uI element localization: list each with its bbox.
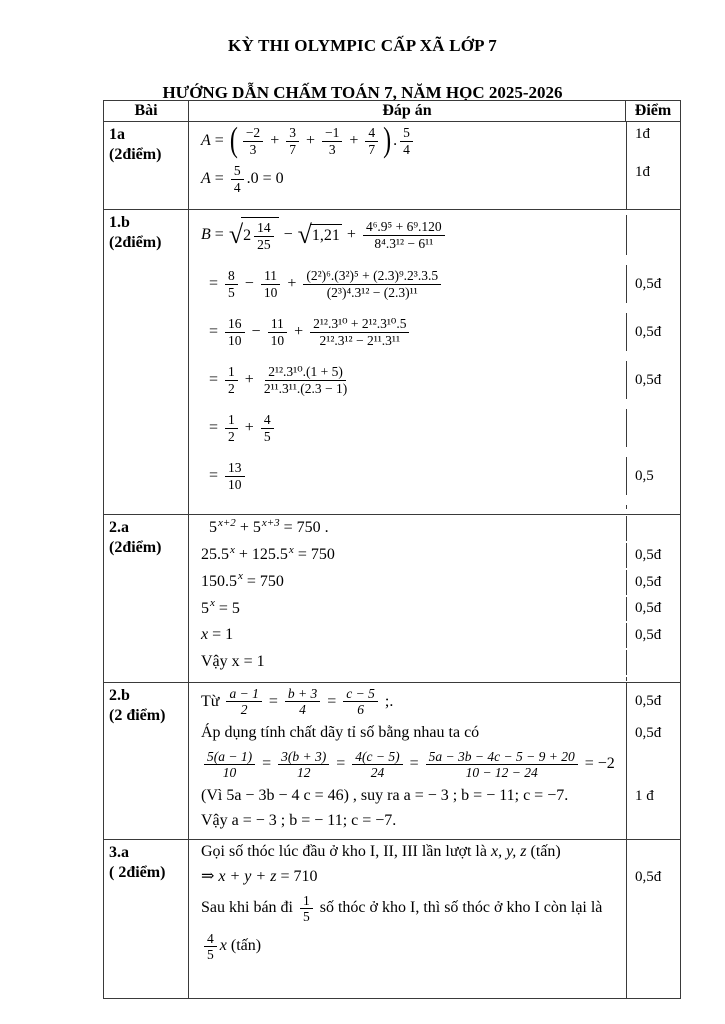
- fraction-numerator: 4(c − 5): [352, 749, 402, 766]
- power-exponent: x+3: [261, 516, 280, 529]
- score-cell: [626, 677, 680, 681]
- formula-text: ⇒: [201, 867, 219, 885]
- fraction: [300, 893, 313, 925]
- score-cell: [626, 198, 680, 209]
- fraction: [261, 412, 274, 444]
- filler-line: [189, 833, 680, 839]
- problem-id: 1a: [109, 126, 125, 143]
- fraction-numerator: 8: [225, 268, 238, 285]
- answer-table: [103, 100, 681, 999]
- score-cell: 0,5đ: [626, 361, 680, 399]
- problem-id: 2.b: [109, 686, 130, 704]
- formula-text: −: [279, 225, 297, 243]
- answer-content: [189, 313, 626, 351]
- answer-line: [189, 122, 680, 160]
- answer-content: [189, 597, 626, 622]
- formula-text: =: [201, 466, 223, 484]
- power-base: 125.5: [251, 545, 288, 563]
- score-cell: 0,5đ: [626, 683, 680, 721]
- answer-lines: [189, 515, 680, 682]
- formula-text: =: [264, 692, 282, 710]
- fraction-numerator: 5(a − 1): [204, 749, 255, 766]
- answer-content: [189, 122, 626, 160]
- score-cell: [626, 409, 680, 447]
- fraction: [286, 125, 299, 157]
- answer-line: [189, 649, 680, 676]
- score-cell: 0,5: [626, 457, 680, 495]
- formula-variable: x: [219, 937, 227, 955]
- fraction: [225, 460, 245, 492]
- power-base: 150.5: [201, 572, 237, 590]
- problem-points: (2điểm): [109, 234, 162, 251]
- fraction-denominator: 4: [403, 141, 410, 157]
- formula-text: = 750: [242, 572, 284, 590]
- fraction-numerator: 1: [225, 412, 238, 429]
- answer-content: [189, 784, 626, 809]
- score-cell: [626, 746, 680, 784]
- fraction-numerator: 16: [225, 316, 245, 333]
- table-row: [104, 683, 680, 840]
- fraction-numerator: b + 3: [285, 686, 320, 703]
- formula-text: +: [342, 225, 360, 243]
- formula-text: Vậy x = 1: [201, 653, 265, 671]
- power-expression: [252, 545, 294, 566]
- fraction-denominator: 2: [228, 428, 235, 444]
- fraction: [226, 686, 261, 718]
- fraction: [268, 316, 288, 348]
- formula-text: .: [393, 131, 398, 149]
- problem-id-cell: [104, 840, 189, 998]
- fraction: [225, 412, 238, 444]
- formula-text: Sau khi bán đi: [201, 899, 297, 917]
- formula-text: (tấn): [526, 842, 561, 860]
- fraction: [243, 125, 263, 157]
- answer-line: [189, 784, 680, 809]
- problem-points: (2 điểm): [109, 706, 166, 724]
- formula-text: =: [258, 755, 276, 773]
- fraction: [426, 749, 578, 781]
- formula-text: = 750 .: [279, 519, 329, 537]
- fraction: [365, 125, 378, 157]
- formula-text: = 1: [208, 626, 234, 644]
- answer-line: [189, 622, 680, 649]
- formula-variable: x + y + z: [218, 867, 277, 885]
- score-cell: 0,5đ: [626, 543, 680, 568]
- formula-text: +: [290, 322, 308, 340]
- table-row: [104, 122, 680, 210]
- score-cell: 0,5đ: [626, 265, 680, 303]
- formula-text: Gọi số thóc lúc đầu ở kho I, II, III lần lượt là: [201, 842, 491, 860]
- fraction-denominator: 4: [299, 702, 306, 718]
- answer-line: [189, 683, 680, 721]
- problem-id-cell: [104, 122, 189, 209]
- score-cell: 0,5đ: [626, 623, 680, 648]
- score-cell: 0,5đ: [626, 721, 680, 746]
- fraction-numerator: (2²)⁶.(3²)⁵ + (2.3)⁹.2³.3.5: [303, 268, 441, 285]
- fraction-denominator: 25: [257, 236, 271, 252]
- formula-text: ;.: [380, 692, 394, 710]
- header-cell-dapan: Đáp án: [189, 101, 626, 121]
- fraction-denominator: 5: [228, 284, 235, 300]
- formula-text: .0 = 0: [246, 169, 284, 187]
- fraction: [254, 220, 274, 252]
- answer-line: [189, 542, 680, 569]
- power-expression: [201, 599, 215, 620]
- formula-text: +: [234, 545, 252, 563]
- fraction-numerator: a − 1: [226, 686, 261, 703]
- formula-text: −: [240, 274, 258, 292]
- formula-text: Áp dụng tính chất dãy tỉ số bằng nhau ta có: [201, 724, 480, 741]
- formula-variable: A: [201, 131, 211, 149]
- formula-text: =: [201, 274, 223, 292]
- fraction-numerator: 5: [400, 125, 413, 142]
- answer-lines: [189, 122, 680, 209]
- fraction: [400, 125, 413, 157]
- answer-line: [189, 809, 680, 834]
- answer-content: [189, 570, 626, 595]
- filler-line: [189, 500, 680, 514]
- fraction-numerator: 4: [204, 931, 217, 948]
- fraction: [310, 316, 409, 348]
- fraction-numerator: 4⁶.9⁵ + 6⁹.120: [363, 219, 445, 236]
- fraction: [204, 749, 255, 781]
- power-expression: [201, 545, 235, 566]
- power-base: 5: [252, 519, 261, 537]
- fraction-numerator: 13: [225, 460, 245, 477]
- score-cell: [626, 809, 680, 834]
- answer-line: [189, 840, 680, 865]
- answer-line: [189, 515, 680, 542]
- fraction-denominator: 10: [222, 765, 237, 781]
- fraction: [225, 316, 245, 348]
- fraction-numerator: 5: [231, 163, 244, 180]
- answer-content: [189, 833, 626, 839]
- power-base: 5: [201, 599, 209, 617]
- answer-content: [189, 457, 626, 495]
- problem-id: 3.a: [109, 843, 129, 861]
- formula-text: = 750: [293, 545, 335, 563]
- fraction-numerator: 4: [261, 412, 274, 429]
- power-exponent: x: [238, 570, 243, 583]
- formula-variable: B: [201, 225, 211, 243]
- answer-content: [189, 516, 626, 541]
- fraction-denominator: 7: [289, 141, 296, 157]
- formula-text: = 5: [214, 599, 240, 617]
- score-cell: [626, 840, 680, 865]
- answer-lines: [189, 210, 680, 514]
- answer-content: [189, 361, 626, 399]
- fraction-denominator: 7: [368, 141, 376, 157]
- big-paren: ): [383, 122, 392, 160]
- answer-content: [189, 265, 626, 303]
- formula-text: = −2: [580, 755, 615, 773]
- power-exponent: x: [210, 597, 215, 610]
- fraction-numerator: −2: [243, 125, 263, 142]
- power-exponent: x: [288, 543, 294, 556]
- answer-content: [189, 890, 626, 928]
- fraction: [225, 364, 238, 396]
- fraction-denominator: 24: [370, 765, 385, 781]
- radical-sign: √: [297, 220, 312, 250]
- formula-text: Vậy a = − 3 ; b = − 11; c = −7.: [201, 811, 397, 829]
- answer-lines: [189, 683, 680, 839]
- answer-line: [189, 890, 680, 928]
- score-cell: 0,5đ: [626, 865, 680, 890]
- score-cell: 0,5đ: [626, 313, 680, 351]
- answer-content: [189, 160, 626, 198]
- fraction-denominator: 8⁴.3¹² − 6¹¹: [374, 235, 434, 251]
- formula-text: Từ: [201, 692, 224, 710]
- fraction: [261, 268, 281, 300]
- formula-text: +: [345, 131, 363, 149]
- formula-text: =: [323, 692, 341, 710]
- table-row: [104, 210, 680, 515]
- power-exponent: x: [230, 543, 235, 556]
- formula-text: +: [240, 418, 258, 436]
- answer-line: [189, 596, 680, 623]
- header-cell-bai: Bài: [104, 101, 189, 121]
- fraction-denominator: 10: [228, 332, 242, 348]
- formula-text: =: [201, 322, 223, 340]
- formula-text: [201, 518, 209, 539]
- fraction-denominator: 3: [328, 141, 336, 157]
- answer-line: [189, 404, 680, 452]
- fraction-denominator: 5: [303, 909, 310, 925]
- document-subtitle: HƯỚNG DẪN CHẤM TOÁN 7, NĂM HỌC 2025-2026: [162, 83, 563, 102]
- formula-text: 1,21: [311, 226, 340, 244]
- score-cell: 1đ: [626, 122, 680, 160]
- fraction-denominator: 2: [228, 380, 235, 396]
- filler-line: [189, 676, 680, 682]
- answer-line: [189, 260, 680, 308]
- document-title: KỲ THI OLYMPIC CẤP XÃ LỚP 7: [228, 36, 497, 55]
- formula-variable: x: [201, 626, 209, 644]
- formula-text: số thóc ở kho I, thì số thóc ở kho I còn lại là: [315, 899, 603, 917]
- formula-variable: A: [201, 169, 211, 187]
- formula-text: (tấn): [226, 937, 262, 955]
- formula-text: +: [301, 131, 319, 149]
- fraction-denominator: (2³)⁴.3¹² − (2.3)¹¹: [326, 284, 418, 300]
- problem-id: 1.b: [109, 214, 130, 231]
- fraction-numerator: 3(b + 3): [278, 749, 329, 766]
- formula-text: −: [247, 322, 265, 340]
- answer-content: [189, 215, 626, 255]
- formula-text: =: [210, 131, 228, 149]
- score-cell: [626, 928, 680, 966]
- fraction-denominator: 10: [228, 476, 242, 492]
- answer-line: [189, 865, 680, 890]
- big-paren: (: [229, 122, 238, 160]
- fraction-denominator: 5: [207, 947, 214, 963]
- fraction: [363, 219, 445, 251]
- formula-text: =: [210, 225, 228, 243]
- formula-text: =: [332, 755, 350, 773]
- fraction-numerator: 14: [254, 220, 274, 237]
- answer-content: [189, 543, 626, 568]
- fraction-numerator: 1: [225, 364, 238, 381]
- sqrt-radical: [229, 217, 279, 253]
- formula-text: +: [283, 274, 301, 292]
- answer-content: [189, 840, 626, 865]
- fraction-denominator: 2¹².3¹² − 2¹¹.3¹¹: [319, 332, 401, 348]
- problem-points: ( 2điểm): [109, 863, 166, 881]
- formula-text: 2: [243, 226, 252, 244]
- fraction-denominator: 10 − 12 − 24: [465, 765, 538, 781]
- score-cell: 1 đ: [626, 784, 680, 809]
- score-cell: [626, 650, 680, 675]
- score-cell: [626, 505, 680, 509]
- formula-text: =: [405, 755, 423, 773]
- answer-content: [189, 505, 626, 509]
- formula-text: =: [201, 370, 223, 388]
- answer-line: [189, 721, 680, 746]
- formula-text: = 710: [276, 867, 318, 885]
- problem-id-cell: [104, 210, 189, 514]
- formula-text: +: [266, 131, 284, 149]
- score-cell: 1đ: [626, 160, 680, 198]
- formula-text: +: [235, 519, 253, 537]
- answer-content: [189, 683, 626, 721]
- table-row: [104, 840, 680, 998]
- fraction-denominator: 3: [249, 141, 257, 157]
- answer-lines: [189, 840, 680, 998]
- fraction: [278, 749, 329, 781]
- answer-content: [189, 677, 626, 681]
- score-cell: [626, 516, 680, 541]
- score-cell: 0,5đ: [626, 597, 680, 622]
- fraction-numerator: 11: [268, 316, 287, 333]
- fraction: [322, 125, 342, 157]
- answer-content: [189, 650, 626, 675]
- answer-content: [189, 623, 626, 648]
- answer-content: [189, 865, 626, 890]
- fraction-numerator: c − 5: [343, 686, 378, 703]
- power-expression: [209, 518, 236, 539]
- power-exponent: x+2: [218, 516, 236, 529]
- answer-content: [189, 746, 626, 784]
- power-expression: [253, 518, 280, 539]
- fraction: [225, 268, 238, 300]
- fraction: [343, 686, 378, 718]
- answer-line: [189, 308, 680, 356]
- fraction-denominator: 5: [263, 428, 271, 444]
- radicand: [241, 217, 279, 253]
- formula-text: =: [201, 418, 223, 436]
- answer-line: [189, 928, 680, 966]
- answer-content: [189, 198, 626, 209]
- power-base: 25.5: [201, 545, 229, 563]
- answer-line: [189, 746, 680, 784]
- answer-table-body: [104, 122, 680, 998]
- formula-variable: x, y, z: [490, 842, 527, 860]
- problem-id-cell: [104, 683, 189, 839]
- fraction-numerator: −1: [322, 125, 342, 142]
- sqrt-radical: [297, 220, 342, 250]
- answer-line: [189, 210, 680, 260]
- fraction-denominator: 10: [263, 284, 278, 300]
- formula-text: +: [240, 370, 258, 388]
- fraction-numerator: 2¹².3¹⁰.(1 + 5): [265, 364, 346, 381]
- problem-id: 2.a: [109, 519, 129, 537]
- fraction-denominator: 10: [270, 332, 285, 348]
- filler-line: [189, 966, 680, 998]
- problem-points: (2điểm): [109, 146, 162, 163]
- power-expression: [201, 572, 243, 593]
- problem-points: (2điểm): [109, 539, 162, 557]
- table-header-row: [104, 101, 680, 122]
- header-cell-diem: Điểm: [634, 102, 672, 119]
- score-cell: [626, 833, 680, 839]
- fraction-denominator: 12: [296, 765, 311, 781]
- fraction-denominator: 2¹¹.3¹¹.(2.3 − 1): [263, 380, 348, 396]
- score-cell: 0,5đ: [626, 570, 680, 595]
- fraction-denominator: 2: [240, 702, 248, 718]
- fraction-numerator: 5a − 3b − 4c − 5 − 9 + 20: [426, 749, 578, 766]
- answer-content: [189, 928, 626, 966]
- answer-line: [189, 356, 680, 404]
- fraction: [285, 686, 320, 718]
- table-row: [104, 515, 680, 683]
- answer-content: [189, 409, 626, 447]
- fraction-denominator: 4: [233, 179, 241, 195]
- fraction: [261, 364, 350, 396]
- formula-text: =: [210, 169, 228, 187]
- score-cell: [626, 890, 680, 928]
- fraction-numerator: 2¹².3¹⁰ + 2¹².3¹⁰.5: [310, 316, 409, 333]
- answer-line: [189, 452, 680, 500]
- answer-line: [189, 160, 680, 198]
- power-base: 5: [209, 519, 217, 537]
- answer-content: [189, 966, 626, 998]
- score-cell: [626, 966, 680, 998]
- fraction: [231, 163, 244, 195]
- score-cell: [626, 215, 680, 255]
- radicand: [310, 224, 342, 247]
- fraction-numerator: 3: [286, 125, 299, 142]
- fraction: [303, 268, 441, 300]
- fraction: [352, 749, 402, 781]
- problem-id-cell: [104, 515, 189, 682]
- filler-line: [189, 198, 680, 209]
- fraction-numerator: 4: [365, 125, 378, 142]
- fraction-denominator: 6: [357, 702, 364, 718]
- formula-text: (Vì 5a − 3b − 4 c = 46) , suy ra a = − 3 ; b = − 11; c = −7.: [201, 786, 569, 804]
- answer-content: [189, 721, 626, 746]
- radical-sign: √: [228, 220, 244, 250]
- answer-content: [189, 809, 626, 834]
- fraction: [204, 931, 217, 963]
- fraction-numerator: 1: [300, 893, 313, 910]
- fraction-numerator: 11: [261, 268, 280, 285]
- answer-line: [189, 569, 680, 596]
